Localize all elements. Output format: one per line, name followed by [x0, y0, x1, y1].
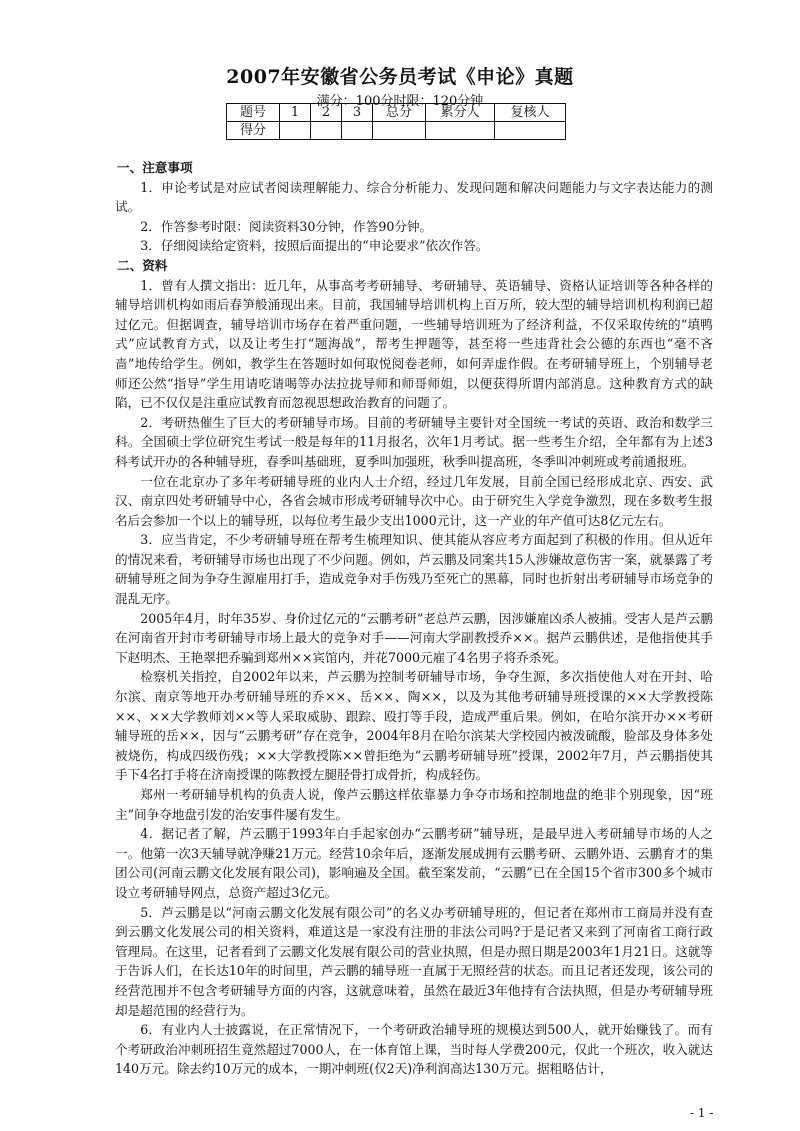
score-table-header: 总分	[373, 104, 426, 122]
material-paragraph: 郑州一考研辅导机构的负责人说，像芦云鹏这样依靠暴力争夺市场和控制地盘的绝非个别现象，因“班主”间争夺地盘引发的治安事件屡有发生。	[115, 787, 713, 822]
score-table-header: 题号	[227, 104, 280, 122]
notice-item: 3．仔细阅读给定资料，按照后面提出的“申论要求”依次作答。	[140, 238, 489, 254]
score-cell	[373, 122, 426, 140]
score-table-row	[227, 122, 566, 140]
page-number: - 1 -	[690, 1106, 714, 1120]
notice-item: 1．申论考试是对应试者阅读理解能力、综合分析能力、发现问题和解决问题能力与文字表达能力的测试。	[115, 179, 713, 215]
material-paragraph: 一位在北京办了多年考研辅导班的业内人士介绍，经过几年发展，目前全国已经形成北京、西安、武汉、南京四处考研辅导中心，各省会城市形成考研辅导次中心。由于研究生入学竞争激烈，现在多数考生报名后会参加一个以上的辅导班，以每位考生最少支出1000元计，这一产业的年产值可达8亿元左右。	[115, 473, 713, 528]
material-heading: 二、资料	[117, 257, 168, 273]
material-paragraph: 检察机关指控，自2002年以来，芦云鹏为控制考研辅导市场，争夺生源，多次指使他人对在开封、哈尔滨、南京等地开办考研辅导班的乔××、岳××、陶××，以及为其他考研辅导班授课的××大学教授陈××、××大学教师刘××等人采取威胁、跟踪、殴打等手段，造成严重后果。例如，在哈尔滨开办××考研辅导班的岳××，因与“云鹏考研”存在竞争，2004年8月在哈尔滨某大学校园内被泼硫酸，脸部及身体多处被烧伤，构成四级伤残；××大学教授陈××曾拒绝为“云鹏考研辅导班”授课，2002年7月，芦云鹏指使其手下4名打手将在济南授课的陈教授左腿胫骨打成骨折，构成轻伤。	[115, 669, 713, 783]
score-table-header: 3	[342, 104, 373, 122]
document-title: 2007年安徽省公务员考试《申论》真题	[226, 66, 574, 88]
score-cell	[311, 122, 342, 140]
score-table	[226, 103, 566, 140]
material-paragraph: 2005年4月，时年35岁、身价过亿元的“云鹏考研”老总芦云鹏，因涉嫌雇凶杀人被捕。受害人是芦云鹏在河南省开封市考研辅导市场上最大的竞争对手——河南大学副教授乔××。据芦云鹏供述，是他指使其手下赵明杰、王艳翠把乔骗到郑州××宾馆内，并花7000元雇了4名男子将乔杀死。	[115, 610, 713, 665]
notice-heading: 一、注意事项	[117, 160, 193, 175]
material-paragraph: 5．芦云鹏是以“河南云鹏文化发展有限公司”的名义办考研辅导班的，但记者在郑州市工商局并没有查到云鹏文化发展公司的相关资料，难道这是一家没有注册的非法公司吗?于是记者又来到了河南省工商行政管理局。在这里，记者看到了云鹏文化发展有限公司的营业执照，但是办照日期是2003年1月21日。这就等于告诉人们，在长达10年的时间里，芦云鹏的辅导班一直属于无照经营的状态。而且记者还发现，该公司的经营范围并不包含考研辅导方面的内容，这就意味着，虽然在最近3年他持有合法执照，但是办考研辅导班却是超范围的经营行为。	[115, 904, 713, 1018]
score-cell	[280, 122, 311, 140]
score-table-header-row	[227, 104, 566, 122]
material-paragraph: 3．应当肯定，不少考研辅导班在帮考生梳理知识、使其能从容应考方面起到了积极的作用。但从近年的情况来看，考研辅导市场也出现了不少问题。例如，芦云鹏及同案共15人涉嫌故意伤害一案，就暴露了考研辅导班之间为争夺生源雇用打手，造成竞争对手伤残乃至死亡的黑幕，同时也折射出考研辅导市场竞争的混乱无序。	[115, 532, 713, 607]
material-paragraph: 1．曾有人撰文指出：近几年，从事高考考研辅导、考研辅导、英语辅导、资格认证培训等各种各样的辅导培训机构如雨后春笋般涌现出来。目前，我国辅导培训机构上百万所，较大型的辅导培训机构利润已超过亿元。但据调查，辅导培训市场存在着严重问题，一些辅导培训班为了经济利益，不仅采取传统的“填鸭式”应试教育方式，以及让考生打“题海战”，帮考生押题等，甚至将一些违背社会公德的东西也“毫不吝啬”地传给学生。例如，教学生在答题时如何取悦阅卷老师，如何弄虚作假。在考研辅导班上，个别辅导老师还公然“指导”学生用请吃请喝等办法拉拢导师和师哥师姐，以便获得所谓内部消息。这种教育方式的缺陷，已不仅仅是注重应试教育而忽视思想政治教育的问题了。	[115, 277, 713, 411]
score-table-header: 累分人	[426, 104, 495, 122]
notice-item: 2．作答参考时限：阅读资料30分钟，作答90分钟。	[140, 218, 433, 234]
score-table-header: 复核人	[495, 104, 566, 122]
score-row-label: 得分	[227, 122, 280, 140]
score-cell	[426, 122, 495, 140]
exam-info: 满分：100分时限：120分钟	[316, 94, 484, 109]
material-paragraph: 2．考研热催生了巨大的考研辅导市场。目前的考研辅导主要针对全国统一考试的英语、政治和数学三科。全国硕士学位研究生考试一般是每年的11月报名，次年1月考试。据一些考生介绍，全年都有为上述3科考试开办的各种辅导班，春季叫基础班，夏季叫加强班，秋季叫提高班，冬季叫冲刺班或考前通报班。	[115, 414, 713, 469]
score-cell	[495, 122, 566, 140]
score-table-header: 1	[280, 104, 311, 122]
material-paragraph: 6．有业内人士披露说，在正常情况下，一个考研政治辅导班的规模达到500人，就开始赚钱了。而有个考研政治冲刺班招生竟然超过7000人，在一体育馆上课，当时每人学费200元，仅此一个班次，收入就达140万元。除去约10万元的成本，一期冲刺班(仅2天)净利润高达130万元。据粗略估计，	[115, 1022, 713, 1077]
material-paragraph: 4．据记者了解，芦云鹏于1993年白手起家创办“云鹏考研”辅导班，是最早进入考研辅导市场的人之一。他第一次3天辅导就净赚21万元。经营10余年后，逐渐发展成拥有云鹏考研、云鹏外语、云鹏育才的集团公司(河南云鹏文化发展有限公司)，影响遍及全国。截至案发前，“云鹏”已在全国15个省市300多个城市设立考研辅导网点，总资产超过3亿元。	[115, 826, 713, 900]
score-cell	[342, 122, 373, 140]
score-table-header: 2	[311, 104, 342, 122]
document-body	[115, 158, 713, 1079]
